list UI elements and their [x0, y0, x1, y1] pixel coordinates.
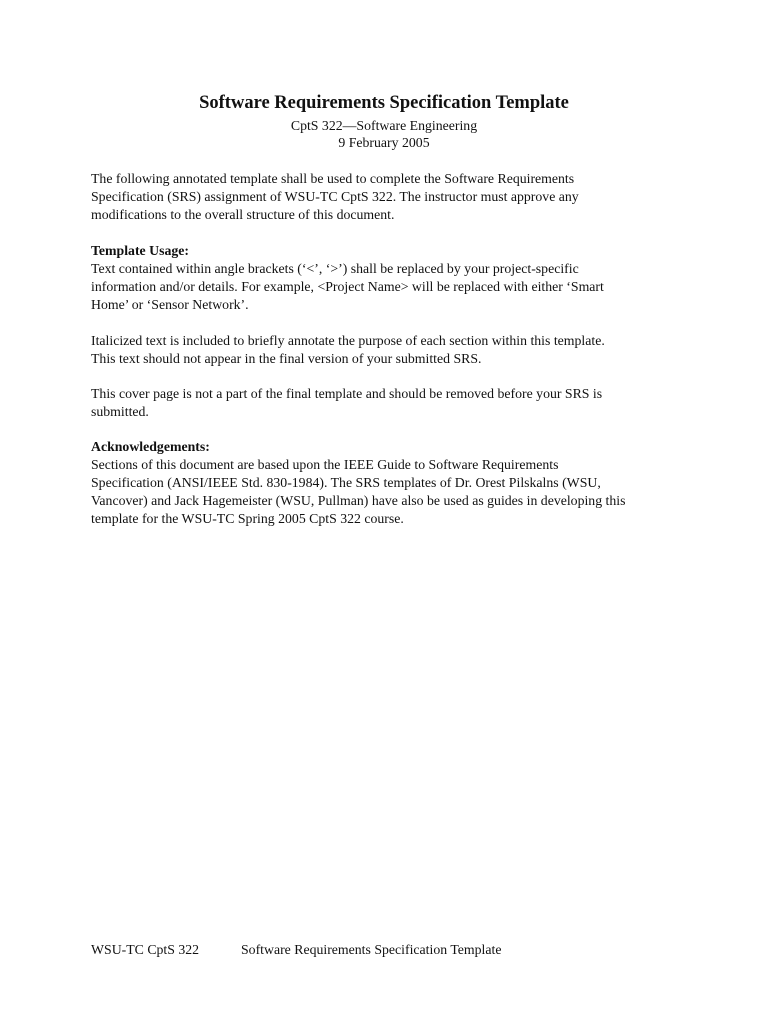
italic-note-line: This text should not appear in the final version of your submitted SRS. — [91, 351, 482, 366]
usage-line: information and/or details. For example, <Project Name> will be replaced with either ‘Smart — [91, 279, 604, 294]
acknowledgements-line: Specification (ANSI/IEEE Std. 830-1984). The SRS templates of Dr. Orest Pilskalns (WSU, — [91, 475, 601, 490]
intro-line: The following annotated template shall be used to complete the Software Requirements — [91, 171, 575, 186]
usage-heading: Template Usage: — [91, 243, 189, 258]
acknowledgements-heading: Acknowledgements: — [91, 439, 210, 454]
acknowledgements-line: Sections of this document are based upon the IEEE Guide to Software Requirements — [91, 457, 559, 472]
acknowledgements-line: template for the WSU-TC Spring 2005 CptS 322 course. — [91, 511, 404, 526]
italic-note-line: Italicized text is included to briefly annotate the purpose of each section within this template. — [91, 333, 605, 348]
intro-line: modifications to the overall structure of this document. — [91, 207, 395, 222]
acknowledgements-paragraph — [91, 456, 691, 528]
usage-line: Text contained within angle brackets (‘<’, ‘>’) shall be replaced by your project-specific — [91, 261, 579, 276]
document-date: 9 February 2005 — [338, 135, 430, 150]
acknowledgements-line: Vancover) and Jack Hagemeister (WSU, Pullman) have also be used as guides in developing this — [91, 493, 626, 508]
intro-line: Specification (SRS) assignment of WSU-TC CptS 322. The instructor must approve any — [91, 189, 579, 204]
usage-paragraph — [91, 260, 691, 314]
footer-document-title: Software Requirements Specification Template — [241, 942, 502, 957]
document-title: Software Requirements Specification Template — [199, 93, 569, 113]
cover-page-paragraph — [91, 385, 691, 421]
footer-course: WSU-TC CptS 322 — [91, 942, 200, 957]
cover-page-line: This cover page is not a part of the final template and should be removed before your SRS is — [91, 386, 603, 401]
intro-paragraph — [91, 170, 691, 224]
course-name: CptS 322—Software Engineering — [290, 118, 478, 133]
cover-page-line: submitted. — [91, 404, 149, 419]
italic-note-paragraph — [91, 332, 691, 368]
usage-line: Home’ or ‘Sensor Network’. — [91, 297, 249, 312]
